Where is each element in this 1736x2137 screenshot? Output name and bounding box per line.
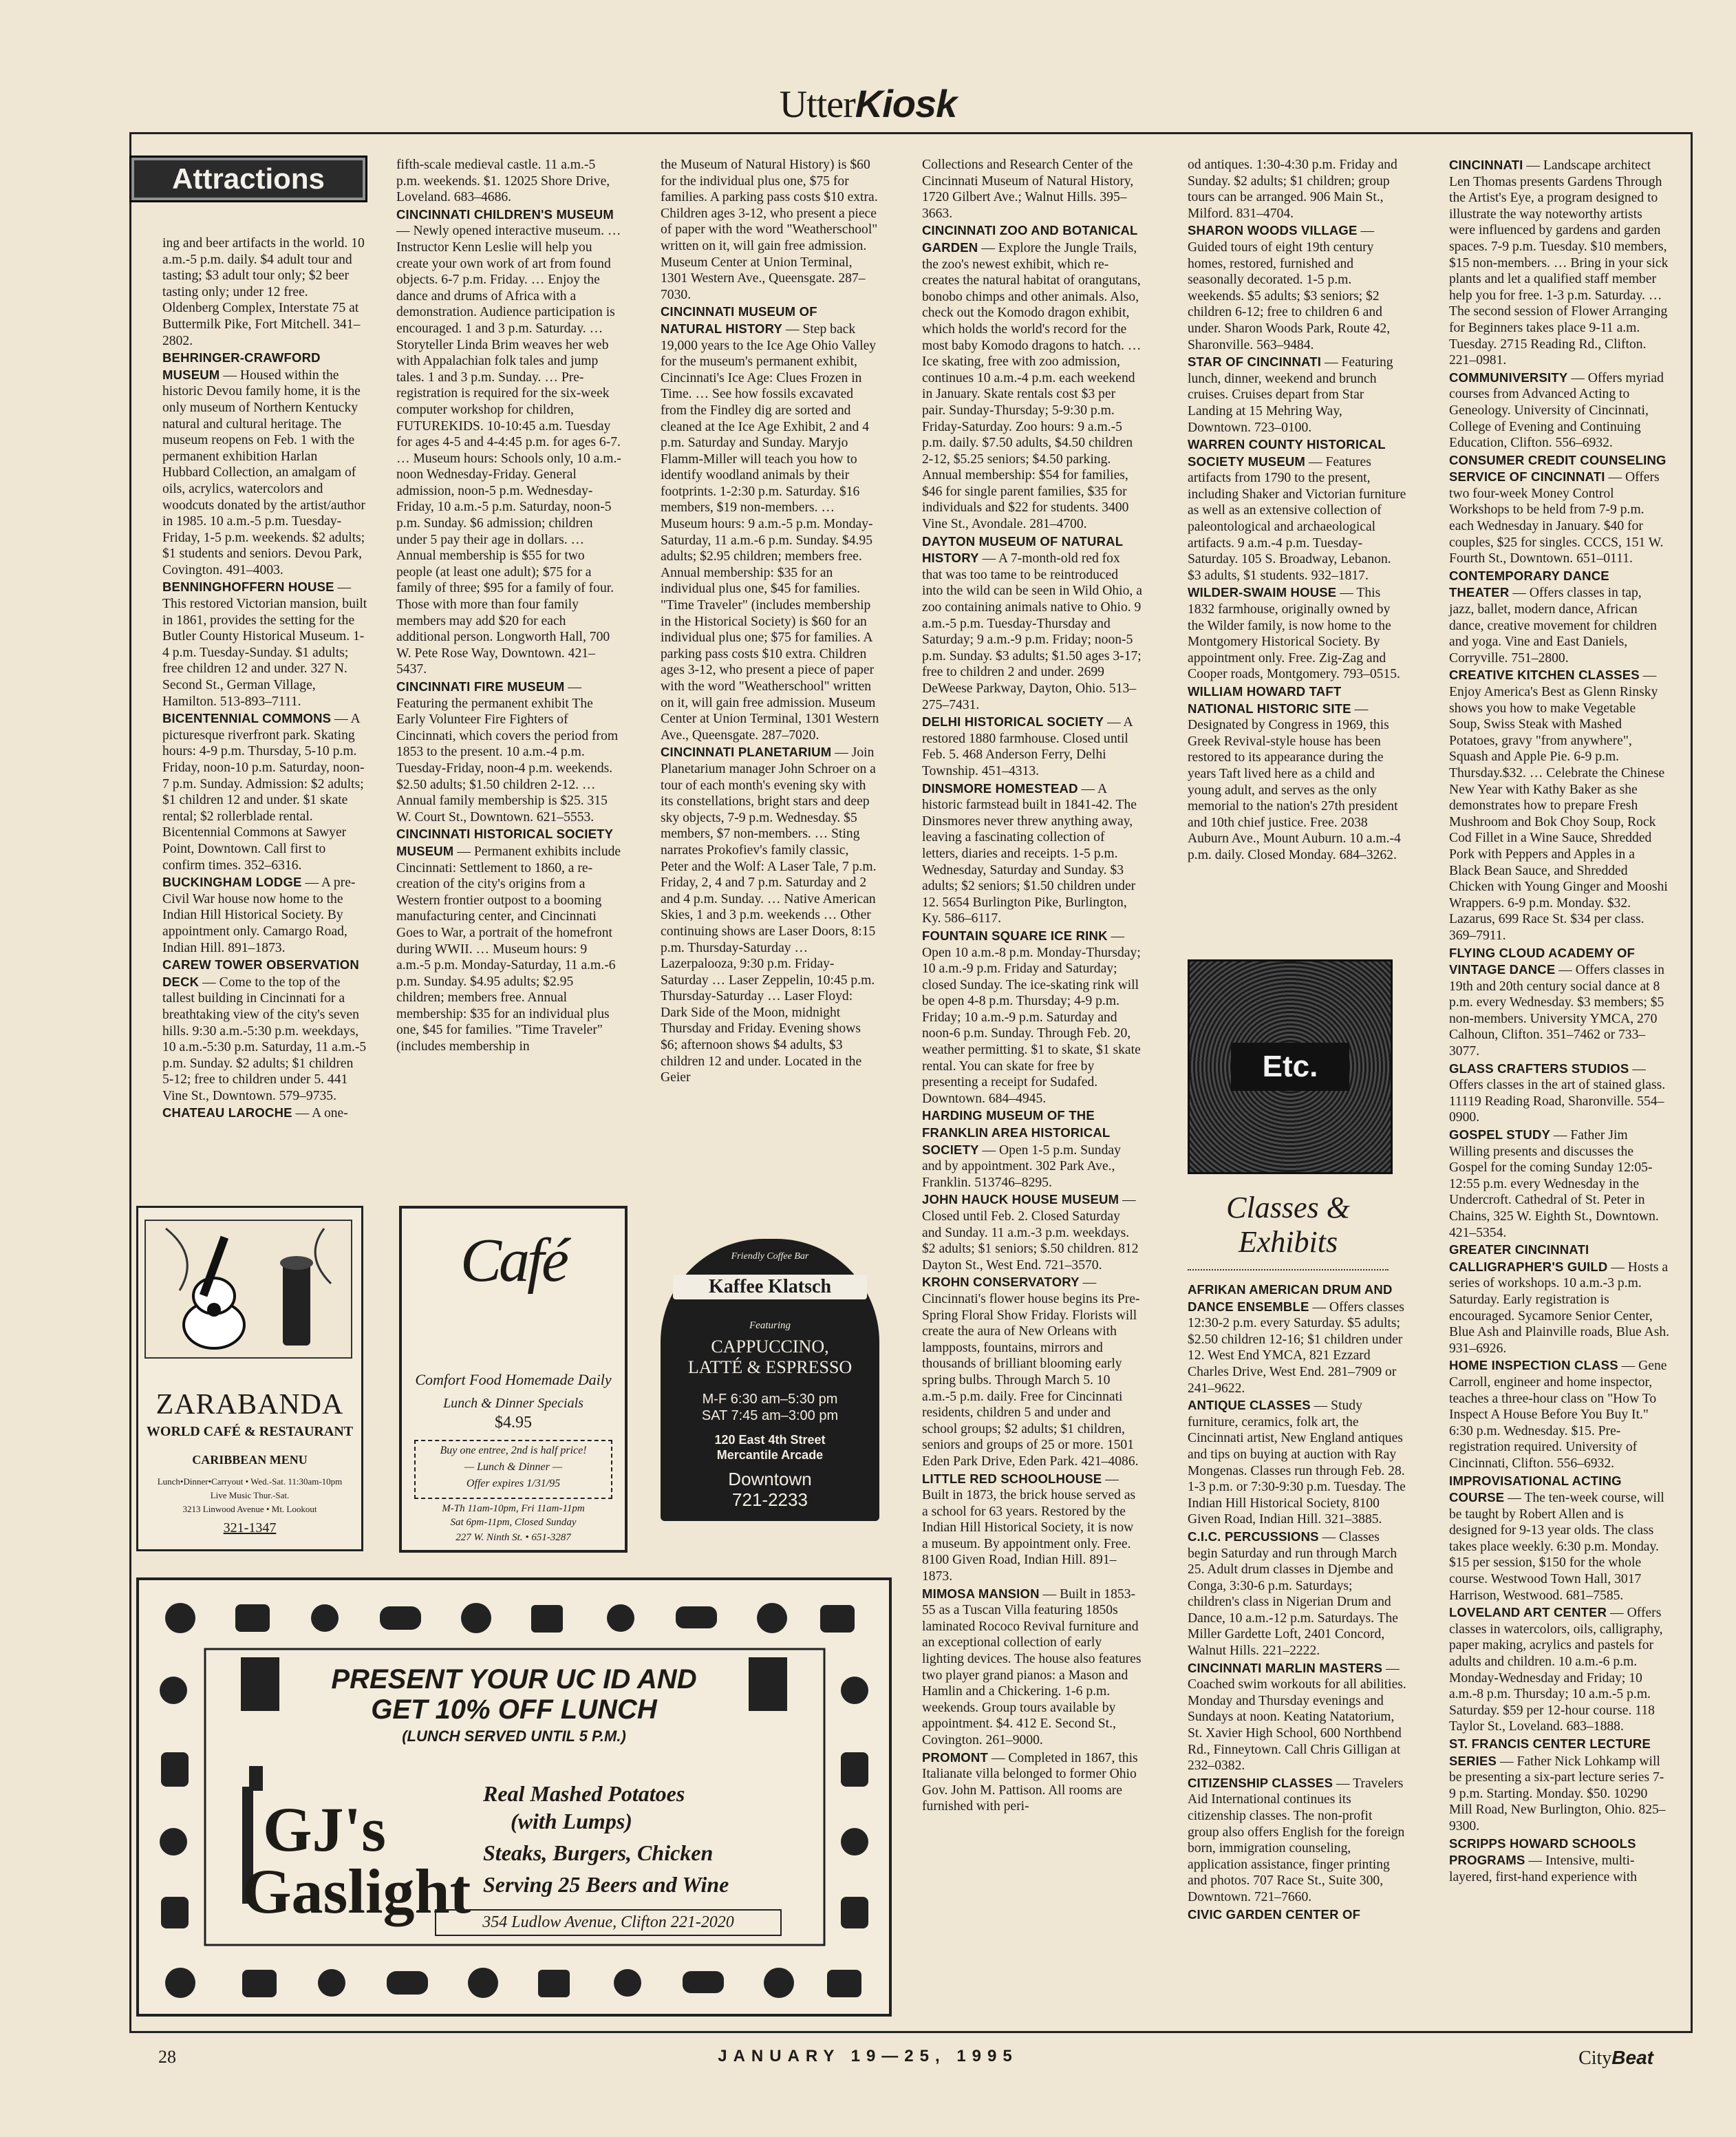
listing-entry: [1449, 1736, 1669, 1835]
listing-text: — Study furniture, ceramics, folk art, the Cincinnati artist, New England antiques and tips on buying at auction with Ray Mongenas. Classes run through Feb. 28. 1-3 p.m. or 7:30-9:30 p.m. Tuesday. The Indian Hill Historical Society, 8100 Given Road, Indian Hill. 321–3885.: [1188, 1399, 1406, 1527]
gj-item-2: (with Lumps): [511, 1809, 632, 1833]
cafe-ad: [399, 1206, 628, 1553]
listing-text: ing and beer artifacts in the world. 10 a.m.-5 p.m. daily. $4 adult tour and tasting; $3 adult tour only; $2 beer tasting only; under 12 free. Oldenberg Complex, Interstate 75 at Buttermilk Pike, Fort Mitchell. 341–2802.: [162, 236, 365, 348]
column-6: [1449, 157, 1669, 1886]
listing-entry: [922, 780, 1142, 927]
listing-entry: [162, 874, 367, 956]
listing-entry: [1188, 1906, 1406, 1924]
listing-title: FLYING CLOUD ACADEMY OF VINTAGE DANCE: [1449, 945, 1636, 977]
listing-entry: [922, 1586, 1142, 1749]
listing-text: — Guided tours of eight 19th century homes, restored, furnished and seasonally decorated. 1-5 p.m. weekends. $5 adults; $3 seniors; $2 children 6-12; free to children 6 and under. Sharon Woods Park, Route 42, Sharonville. 563–9484.: [1188, 224, 1391, 352]
column-3: [661, 157, 879, 1087]
kaffee-hours-1: M-F 6:30 am–5:30 pm: [702, 1392, 838, 1407]
listing-text: — Designated by Congress in 1969, this Greek Revival-style house has been restored to its appearance during the years Taft lived here as a child and young adult, and serves as the only memorial to the nation's 27th president and 10th chief justice. Free. 2038 Auburn Ave., Mount Auburn. 10 a.m.-4 p.m. daily. Closed Monday. 684–3262.: [1188, 701, 1401, 862]
listing-text: — Travelers Aid International continues its citizenship classes. The non-profit group also offers English for the foreign born, immigration counseling, application assistance, finger printing and photos. 707 Race St., Suite 300, Downtown. 721–7660.: [1188, 1776, 1405, 1904]
listing-title: CINCINNATI: [1449, 158, 1523, 172]
listing-title: BUCKINGHAM LODGE: [162, 875, 302, 890]
listing-title: CINCINNATI MARLIN MASTERS: [1188, 1660, 1383, 1675]
listing-text: — Built in 1873, the brick house served as a school for 63 years. Restored by the Indian Hill Historical Society, it is now a museum. By appointment only. Free. 8100 Given Road, Indian Hill. 891–1873.: [922, 1471, 1136, 1584]
listing-entry: [1449, 1604, 1669, 1735]
listing-text: — Open 10 a.m.-8 p.m. Monday-Thursday; 10 a.m.-9 p.m. Friday and Saturday; closed Sunday. The ice-skating rink will be open 4-8 p.m. Thursday; 4-9 p.m. Friday; 10 a.m.-9 p.m. Saturday and noon-6 p.m. Sunday. Through Feb. 20, weather permitting. $1 to skate, $1 skate rental. You can skate for free by presenting a receipt for Sudafed. Downtown. 684–4945.: [922, 928, 1141, 1106]
listing-entry: [922, 157, 1142, 222]
attractions-heading: Attractions: [129, 156, 367, 202]
zarabanda-name: ZARABANDA: [156, 1389, 344, 1421]
listing-title: WILLIAM HOWARD TAFT NATIONAL HISTORIC SITE: [1188, 684, 1351, 716]
kaffee-arc-text: Friendly Coffee Bar: [731, 1251, 809, 1262]
cafe-logo: Café: [460, 1226, 566, 1295]
listing-text: — A picturesque riverfront park. Skating hours: 4-9 p.m. Thursday, 5-10 p.m. Friday, noon-10 p.m. Saturday, noon-7 p.m. Sunday. Admission: $2 adults; $1 children 12 and under. $1 skate rental; $2 rollerblade rental. Bicentennial Commons at Sawyer Point, Downtown. Call first to confirm times. 352–6316.: [162, 712, 365, 873]
listing-text: — Hosts a series of workshops. 10 a.m.-3 p.m. Saturday. Early registration is encouraged. Sycamore Senior Center, Blue Ash and Plainville roads, Blue Ash. 931–6926.: [1449, 1259, 1670, 1356]
listing-entry: [1188, 222, 1406, 353]
listing-text: — Built in 1853-55 as a Tuscan Villa featuring 1850s laminated Rococo Revival furniture and an exceptional collection of early lighting devices. The house also features two player grand pianos: a Mason and Hamlin and a Chickering. 1-6 p.m. weekends. Group tours available by appointment. $4. 412 E. Second St., Covington. 261–9000.: [922, 1586, 1142, 1747]
listing-text: — Offers classes in watercolors, oils, calligraphy, paper making, acrylics and pastels for adults and children. 10 a.m.-6 p.m. Monday-Wednesday and Friday; 10 a.m.-8 p.m. Thursday; 10 a.m.-5 p.m. Saturday. $59 per 12-hour course. 118 Taylor St., Loveland. 683–1888.: [1449, 1606, 1663, 1734]
listing-title: GOSPEL STUDY: [1449, 1127, 1551, 1142]
zarabanda-menu: CARIBBEAN MENU: [192, 1453, 308, 1467]
listing-entry: [1449, 1357, 1669, 1471]
kaffee-line-2: LATTÉ & ESPRESSO: [687, 1357, 853, 1377]
listing-title: CINCINNATI FIRE MUSEUM: [396, 679, 565, 694]
listing-text: — Join Planetarium manager John Schroer on a tour of each month's evening sky with its constellations, bright stars and deep sky objects, 7-9 p.m. Wednesday. $5 members, $7 non-members. … Sting narrates Prokofiev's family classic, Peter and the Wolf: A Laser Tale, 7 p.m. Friday, 2, 4 and 7 p.m. Saturday and 2 and 4 p.m. Sunday. … Native American Skies, 1 and 3 p.m. weekends … Other continuing shows are Laser Doors, 8:15 p.m. Thursday-Saturday … Lazerpalooza, 9:30 p.m. Friday-Saturday … Laser Zeppelin, 10:45 p.m. Thursday-Saturday … Laser Floyd: Dark Side of the Moon, midnight Thursday and Friday. Evening shows $6; afternoon shows $4 adults, $3 children 12 and under. Located in the Geier: [661, 745, 877, 1085]
zarabanda-phone: 321-1347: [223, 1520, 277, 1535]
listing-title: GREATER CINCINNATI CALLIGRAPHER'S GUILD: [1449, 1242, 1608, 1274]
kaffee-phone: 721-2233: [732, 1489, 808, 1510]
listing-entry: [922, 1471, 1142, 1585]
listing-entry: [1188, 1529, 1406, 1659]
zarabanda-music: Live Music Thur.-Sat.: [210, 1490, 290, 1500]
listing-text: — Gene Carroll, engineer and home inspector, teaches a three-hour class on "How To Inspect A House Before You Buy It." 6:30 p.m. Wednesday. $15. Pre-registration required. University of Cincinnati, Clifton. 556–6932.: [1449, 1359, 1667, 1471]
listing-title: PROMONT: [922, 1750, 988, 1765]
listing-entry: [922, 1750, 1142, 1815]
listing-entry: [922, 1107, 1142, 1191]
listing-entry: [1188, 157, 1406, 222]
listing-title: DAYTON MUSEUM OF NATURAL HISTORY: [922, 533, 1123, 566]
listing-entry: [1188, 1660, 1406, 1774]
listing-title: CHATEAU LAROCHE: [162, 1105, 292, 1120]
listing-text: — Father Nick Lohkamp will be presenting a six-part lecture series 7-9 p.m. Starting. Monday. $50. 10290 Mill Road, New Burlington, Ohio. 825–9300.: [1449, 1754, 1666, 1833]
listing-title: BEHRINGER-CRAWFORD MUSEUM: [162, 350, 321, 382]
listing-title: LOVELAND ART CENTER: [1449, 1605, 1607, 1620]
cafe-coupon: [414, 1440, 612, 1499]
gj-item-3: Steaks, Burgers, Chicken: [483, 1840, 714, 1865]
listing-title: CINCINNATI MUSEUM OF NATURAL HISTORY: [661, 304, 817, 336]
kaffee-line-1: CAPPUCCINO,: [711, 1337, 829, 1357]
gj-logo-2: Gaslight: [242, 1856, 471, 1926]
listing-entry: [162, 710, 367, 873]
kaffee-location-2: Mercantile Arcade: [716, 1448, 824, 1462]
listing-entry: [396, 206, 622, 678]
column-4: [922, 157, 1142, 1816]
listing-text: — Explore the Jungle Trails, the zoo's newest exhibit, which re-creates the natural habitat of orangutans, bonobo chimps and other animals. Also, check out the Komodo dragon exhibit, which holds the world's record for the most baby Komodo dragons to hatch. … Ice skating, free with zoo admission, continues 10 a.m.-4 p.m. each weekend in January. Skate rentals cost $3 per pair. Sunday-Thursday; 5-9:30 p.m. Friday-Saturday. Zoo hours: 9 a.m.-5 p.m. daily. $7.50 adults, $4.50 children 2-12, $5.25 seniors; $4.50 parking. Annual membership: $54 for families, $46 for single parent families, $35 for individuals and $22 for students. 3400 Vine St., Avondale. 281–4700.: [922, 240, 1142, 532]
listing-title: HARDING MUSEUM OF THE FRANKLIN AREA HISTORICAL SOCIETY: [922, 1108, 1111, 1157]
listing-title: DELHI HISTORICAL SOCIETY: [922, 714, 1104, 730]
zarabanda-hours: Lunch•Dinner•Carryout • Wed.-Sat. 11:30am-10pm: [157, 1476, 343, 1487]
listing-entry: [1449, 1127, 1669, 1241]
column-5-classes: [1188, 1282, 1406, 1924]
listing-text: — Offers classes in the art of stained glass. 11119 Reading Road, Sharonville. 554–0900.: [1449, 1061, 1666, 1125]
kaffee-featuring: Featuring: [749, 1320, 791, 1331]
cafe-price: $4.95: [495, 1414, 532, 1432]
masthead: UtterKiosk: [779, 82, 957, 126]
column-5: [1188, 157, 1406, 864]
listing-title: STAR OF CINCINNATI: [1188, 354, 1322, 370]
listing-text: — Featuring lunch, dinner, weekend and brunch cruises. Cruises depart from Star Landing at 15 Mehring Way, Downtown. 723–0100.: [1188, 355, 1393, 435]
zarabanda-ad: [136, 1206, 363, 1551]
gj-gaslight-ad: [136, 1577, 892, 2017]
listing-title: COMMUNIVERSITY: [1449, 370, 1568, 385]
listing-title: SHARON WOODS VILLAGE: [1188, 223, 1358, 238]
listing-text: — Offers classes in tap, jazz, ballet, modern dance, African dance, creative movement for children and yoga. Vine and East Daniels, Corryville. 751–2800.: [1449, 586, 1657, 666]
listing-text: — Open 1-5 p.m. Sunday and by appointment. 302 Park Ave., Franklin. 513746–8295.: [922, 1142, 1121, 1190]
gj-headline-1: PRESENT YOUR UC ID AND: [331, 1664, 697, 1694]
listing-text: — Featuring the permanent exhibit The Early Volunteer Fire Fighters of Cincinnati, which covers the period from 1853 to the present. 10 a.m.-4 p.m. Tuesday-Friday, noon-4 p.m. weekends. $2.50 adults; $1.50 children 2-12. … Annual family membership is $25. 315 W. Court St., Downtown. 621–5553.: [396, 680, 619, 825]
listing-title: FOUNTAIN SQUARE ICE RINK: [922, 928, 1108, 943]
classes-exhibits-heading: Classes & Exhibits: [1188, 1191, 1389, 1270]
listing-text: — A pre-Civil War house now home to the Indian Hill Historical Society. By appointment only. Camargo Road, Indian Hill. 891–1873.: [162, 875, 356, 955]
listing-text: — Enjoy America's Best as Glenn Rinsky shows you how to make Vegetable Soup, Swiss Steak with Mashed Potatoes, gravy "from anywhere", Squash and Apple Pie. 6-9 p.m. Thursday.$32. … Celebrate the Chinese New Year with Kathy Baker as she demonstrates how to prepare Fresh Mushroom and Bok Choy Soup, Rock Cod Fillet in a Wine Sauce, Shredded Pork with Peppers and Apples in a Black Bean Sauce, and Shredded Chicken with Young Ginger and Mooshi Wrappers. 6-9 p.m. Monday. $32. Lazarus, 699 Race St. $34 per class. 369–7911.: [1449, 668, 1668, 943]
listing-entry: [1449, 452, 1669, 567]
listing-title: ANTIQUE CLASSES: [1188, 1398, 1311, 1413]
cafe-address: 227 W. Ninth St. • 651-3287: [456, 1532, 571, 1543]
listing-entry: [162, 235, 367, 349]
listing-title: CITIZENSHIP CLASSES: [1188, 1775, 1333, 1790]
listing-entry: [1188, 1775, 1406, 1906]
listing-title: WILDER-SWAIM HOUSE: [1188, 585, 1337, 600]
listing-text: — A one-: [292, 1106, 348, 1121]
listing-text: — Offers myriad courses from Advanced Acting to Geneology. University of Cincinnati, College of Evening and Continuing Education, Clifton. 556–6932.: [1449, 370, 1664, 451]
listing-entry: [1449, 568, 1669, 667]
listing-title: CINCINNATI PLANETARIUM: [661, 745, 832, 760]
listing-title: CINCINNATI CHILDREN'S MUSEUM: [396, 206, 614, 222]
listing-text: — A restored 1880 farmhouse. Closed until Feb. 5. 468 Anderson Ferry, Delhi Township. 451–4313.: [922, 715, 1133, 778]
listing-text: — Father Jim Willing presents and discusses the Gospel for the coming Sunday 12:05-12:55 p.m. every Wednesday in the Undercroft. Cathedral of St. Peter in Chains, 325 W. Eighth St., Downtown. 421–5354.: [1449, 1128, 1659, 1240]
listing-entry: [922, 1274, 1142, 1469]
listing-text: — Classes begin Saturday and run through March 25. Adult drum classes in Djembe and Conga, 3:30-6 p.m. Saturdays; children's class in Nigerian Drum and Dance, 10 a.m.-12 p.m. Saturdays. The Miller Gardette Loft, 2401 Concord, Walnut Hills. 221–2222.: [1188, 1529, 1398, 1659]
listing-entry: [922, 714, 1142, 779]
listing-text: — This 1832 farmhouse, originally owned by the Wilder family, is now home to the Montgomery Historical Society. By appointment only. Free. Zig-Zag and Cooper roads, Montgomery. 793–0515.: [1188, 586, 1400, 682]
listing-text: — A historic farmstead built in 1841-42. The Dinsmores never threw anything away, leaving a fascinating collection of letters, diaries and receipts. 1-5 p.m. Wednesday, Saturday and Sunday. $3 adults; $2 seniors; $1.50 children under 12. 5654 Burlington Pike, Burlington, Ky. 586–6117.: [922, 781, 1137, 926]
gj-logo-1: GJ's: [263, 1794, 386, 1864]
listing-entry: [1449, 1061, 1669, 1126]
listing-text: the Museum of Natural History) is $60 for the individual plus one, $75 for families. A parking pass costs $10 extra. Children ages 3-12, who present a piece of paper with the word "Weatherschool" written on it, will gain free admission. Museum Center at Union Terminal, 1301 Western Ave., Queensgate. 287–7030.: [661, 158, 878, 302]
listing-title: AFRIKAN AMERICAN DRUM AND DANCE ENSEMBLE: [1188, 1282, 1393, 1314]
listing-title: CONSUMER CREDIT COUNSELING SERVICE OF CINCINNATI: [1449, 452, 1667, 485]
guitar-illustration-icon: [138, 1215, 361, 1373]
listing-text: — Cincinnati's flower house begins its Pre-Spring Floral Show Friday. Florists will create the aura of New Orleans with lampposts, fountains, mirrors and thousands of brilliant blooming early spring bulbs. Through March 5. 10 a.m.-5 p.m. daily. Free for Cincinnati residents, children 5 and under and school groups; $2 adults; $1 children, seniors and groups of 25 or more. 1501 Eden Park Drive, Eden Park. 421–4086.: [922, 1275, 1140, 1469]
listing-text: — Housed within the historic Devou family home, it is the only museum of Northern Kentucky natural and cultural heritage. The museum reopens on Feb. 1 with the permanent exhibition Harlan Hubbard Collection, an amalgam of oils, acrylics, watercolors and woodcuts donated by the artist/author in 1985. 10 a.m.-5 p.m. Tuesday-Friday, 1-5 p.m. weekends. $2 adults; $1 students and seniors. Devou Park, Covington. 491–4003.: [162, 368, 365, 577]
gj-headline-3: (LUNCH SERVED UNTIL 5 P.M.): [402, 1727, 626, 1745]
cafe-hours-1: M-Th 11am-10pm, Fri 11am-11pm: [442, 1503, 585, 1514]
listing-entry: [162, 350, 367, 578]
listing-title: CAREW TOWER OBSERVATION DECK: [162, 957, 359, 989]
gj-address: 354 Ludlow Avenue, Clifton 221-2020: [435, 1909, 782, 1936]
listing-title: LITTLE RED SCHOOLHOUSE: [922, 1471, 1102, 1486]
listing-title: KROHN CONSERVATORY: [922, 1275, 1080, 1290]
listing-entry: [922, 533, 1142, 714]
listing-entry: [922, 222, 1142, 532]
listing-text: — Landscape architect Len Thomas presents Gardens Through the Artist's Eye, a program designed to illustrate the way noteworthy artists were influenced by gardens and garden spaces. 7-9 p.m. Tuesday. $10 members, $15 non-members. … Bring in your sick plants and let a qualified staff member help you for free. 1-3 p.m. Saturday. … The second session of Flower Arranging for Beginners takes place 9-11 a.m. Tuesday. 2715 Reading Rd., Clifton. 221–0981.: [1449, 158, 1669, 368]
listing-title: CONTEMPORARY DANCE THEATER: [1449, 568, 1609, 600]
listing-title: DINSMORE HOMESTEAD: [922, 780, 1078, 796]
listing-entry: [661, 304, 879, 743]
listing-entry: [1449, 1473, 1669, 1604]
listing-entry: [1188, 1282, 1406, 1396]
column-1: [162, 235, 367, 1123]
listing-entry: [396, 826, 622, 1054]
listing-entry: [1449, 945, 1669, 1060]
listing-title: CIVIC GARDEN CENTER OF: [1188, 1906, 1361, 1922]
listing-text: — Intensive, multi-layered, first-hand experience with: [1449, 1853, 1638, 1884]
cafe-coupon-meals: — Lunch & Dinner —: [464, 1461, 563, 1473]
listing-entry: [162, 579, 367, 710]
gj-headline-2: GET 10% OFF LUNCH: [371, 1694, 657, 1725]
listing-text: — A 7-month-old red fox that was too tame to be reintroduced into the wild can be seen in Wild Ohio, a zoo containing animals native to Ohio. 9 a.m.-5 p.m. Tuesday-Thursday and Saturday; 9 a.m.-9 p.m. Friday; noon-5 p.m. Sunday. $3 adults; $1.50 ages 3-17; free to children 2 and under. 2699 DeWeese Parkway, Dayton, Ohio. 513–275–7431.: [922, 551, 1142, 712]
listing-title: BICENTENNIAL COMMONS: [162, 711, 332, 726]
kaffee-town: Downtown: [728, 1469, 812, 1489]
listing-title: ST. FRANCIS CENTER LECTURE SERIES: [1449, 1736, 1651, 1768]
listing-entry: [661, 157, 879, 303]
listing-title: HOME INSPECTION CLASS: [1449, 1358, 1618, 1373]
listing-text: — Closed until Feb. 2. Closed Saturday and Sunday. 11 a.m.-3 p.m. weekdays. $2 adults; $1 seniors; $.50 children. 812 Dayton St., West End. 721–3570.: [922, 1193, 1139, 1273]
gj-item-1: Real Mashed Potatoes: [483, 1781, 685, 1806]
listing-entry: [1188, 584, 1406, 683]
listing-entry: [396, 679, 622, 825]
page-number: 28: [158, 2047, 176, 2067]
listing-text: — Permanent exhibits include Cincinnati: Settlement to 1860, a re-creation of the city's origins from a Western frontier outpost to a booming manufacturing center, and Cincinnati Goes to War, a portrait of the homefront during WWII. … Museum hours: 9 a.m.-5 p.m. Monday-Saturday, 11 a.m.-6 p.m. Sunday. $4.95 adults; $2.95 children; members free. Annual membership: $35 for an individual plus one, $45 for families. "Time Traveler" (includes membership in: [396, 844, 621, 1054]
listing-entry: [922, 1191, 1142, 1273]
listing-text: — This restored Victorian mansion, built in 1861, provides the setting for the Butler County Historical Museum. 1-4 p.m. Tuesday-Sunday. $1 adults; free children 12 and under. 327 N. Second St., German Village, Hamilton. 513-893–7111.: [162, 580, 367, 709]
listing-text: — Completed in 1867, this Italianate villa belonged to former Ohio Gov. John M. Pattison. All rooms are furnished with peri-: [922, 1750, 1138, 1814]
kaffee-klatsch-ad: [661, 1239, 879, 1521]
listing-text: — Offers two four-week Money Control Workshops to be held from 7-9 p.m. each Wednesday in January. $40 for couples, $25 for singles. CCCS, 151 W. Fourth St., Downtown. 651–0111.: [1449, 470, 1664, 566]
listing-title: IMPROVISATIONAL ACTING COURSE: [1449, 1473, 1622, 1505]
listing-text: — Newly opened interactive museum. … Instructor Kenn Leslie will help you create your own work of art from found objects. 6-7 p.m. Friday. … Enjoy the dance and drums of Africa with a demonstration. Audience participation is encouraged. 1 and 3 p.m. Saturday. … Storyteller Linda Brim weaves her web with Appalachian folk tales and jump tales. 1 and 3 p.m. Sunday. … Pre-registration is required for the six-week computer workshop for children, FUTUREKIDS. 10-10:45 a.m. Tuesday for ages 4-5 and 4-4:45 p.m. for ages 6-7. … Museum hours: Schools only, 10 a.m.-noon Wednesday-Friday. General admission, noon-5 p.m. Wednesday-Friday, 10 a.m.-5 p.m. Saturday, noon-5 p.m. Sunday. $6 admission; children under 5 pay their age in dollars. … Annual membership is $55 for two people (at least one adult); $75 for a family of three; $95 for a family of four. Those with more than four family members may add $20 for each additional person. Longworth Hall, 700 W. Pete Rose Way, Downtown. 421–5437.: [396, 224, 621, 677]
listing-title: JOHN HAUCK HOUSE MUSEUM: [922, 1192, 1119, 1207]
listing-text: — Come to the top of the tallest building in Cincinnati for a breathtaking view of the city's seven hills. 9:30 a.m.-5:30 p.m. weekdays, 10 a.m.-5:30 p.m. Saturday, 11 a.m.-5 p.m. Sunday. $2 adults; $1 children 5-12; free to children under 5. 441 Vine St., Downtown. 579–9735.: [162, 975, 367, 1103]
kaffee-hours-2: SAT 7:45 am–3:00 pm: [701, 1408, 839, 1423]
listing-entry: [1449, 157, 1669, 369]
listing-entry: [1188, 683, 1406, 864]
kaffee-name: Kaffee Klatsch: [673, 1275, 867, 1299]
cafe-specials: Lunch & Dinner Specials: [443, 1396, 583, 1411]
column-2: [396, 157, 622, 1056]
listing-entry: [396, 157, 622, 206]
gj-item-4: Serving 25 Beers and Wine: [483, 1872, 729, 1897]
listing-title: MIMOSA MANSION: [922, 1586, 1040, 1601]
listing-title: GLASS CRAFTERS STUDIOS: [1449, 1061, 1629, 1076]
listing-text: — Step back 19,000 years to the Ice Age Ohio Valley for the museum's permanent exhibit, Cincinnati's Ice Age: Clues Frozen in Time. … See how fossils excavated from the Findley dig are sorted and cleaned at the Ice Age Exhibit, 2 and 4 p.m. Saturday and Sunday. Maryjo Flamm-Miller will teach you how to identify woodland animals by their footprints. 1-2:30 p.m. Saturday. $16 members, $19 non-members. … Museum hours: 9 a.m.-5 p.m. Monday-Saturday, 11 a.m.-6 p.m. Sunday. $4.95 adults; $2.95 children; members free. Annual membership: $35 for an individual plus one, $45 for families. "Time Traveler" (includes membership in the Historical Society) is $60 for an individual plus one; $75 for families. A parking pass costs $10 extra. Children ages 3-12, who present a piece of paper with the word "Weatherschool" written on it, will gain free admission. Museum Center at Union Terminal, 1301 Western Ave., Queensgate. 287–7020.: [661, 321, 879, 743]
listing-title: SCRIPPS HOWARD SCHOOLS PROGRAMS: [1449, 1836, 1636, 1868]
listing-entry: [162, 957, 367, 1104]
listing-entry: [1449, 1242, 1669, 1357]
zarabanda-subtitle: WORLD CAFÉ & RESTAURANT: [146, 1424, 354, 1439]
listing-title: CINCINNATI HISTORICAL SOCIETY MUSEUM: [396, 827, 613, 858]
cafe-coupon-expiry: Offer expires 1/31/95: [466, 1478, 561, 1489]
listing-entry: [1188, 354, 1406, 436]
listing-entry: [1449, 370, 1669, 451]
etc-section-header: Etc.: [1188, 959, 1393, 1174]
listing-text: Collections and Research Center of the Cincinnati Museum of Natural History, 1720 Gilbert Ave.; Walnut Hills. 395–3663.: [922, 158, 1134, 221]
cafe-coupon-offer: Buy one entree, 2nd is half price!: [440, 1445, 587, 1456]
kaffee-location-1: 120 East 4th Street: [714, 1433, 826, 1447]
citybeat-logo: CityBeat: [1578, 2047, 1653, 2069]
listing-title: BENNINGHOFFERN HOUSE: [162, 580, 334, 595]
issue-date: JANUARY 19—25, 1995: [718, 2047, 1018, 2065]
listing-entry: [1188, 1397, 1406, 1528]
zarabanda-address: 3213 Linwood Avenue • Mt. Lookout: [182, 1504, 317, 1514]
listing-entry: [922, 928, 1142, 1107]
listing-entry: [1449, 667, 1669, 944]
listing-text: — Coached swim workouts for all abilities. Monday and Thursday evenings and Sundays at noon. Keating Natatorium, St. Xavier High School, 600 Northbend Rd., Finneytown. Call Chris Gilligan at 232–0382.: [1188, 1661, 1406, 1774]
listing-title: C.I.C. PERCUSSIONS: [1188, 1529, 1319, 1544]
listing-text: — The ten-week course, will be taught by Robert Allen and is designed for 9-13 year olds. The class takes place weekly. 6:30 p.m. Monday. $15 per session, $150 for the whole course. Westwood Town Hall, 3017 Harrison, Westwood. 681–7585.: [1449, 1491, 1664, 1603]
cafe-tagline: Comfort Food Homemade Daily: [415, 1371, 612, 1388]
listing-text: — Features artifacts from 1790 to the present, including Shaker and Victorian furniture as well as an extensive collection of paleontological and archaeological artifacts. 9 a.m.-4 p.m. Tuesday-Saturday. 105 S. Broadway, Lebanon. $3 adults, $1 students. 932–1817.: [1188, 454, 1406, 583]
listing-entry: [1188, 436, 1406, 584]
listing-text: — Offers classes 12:30-2 p.m. every Saturday. $5 adults; $2.50 children 12-16; $1 children under 12. West End YMCA, 821 Ezzard Charles Drive, West End. 281–7909 or 241–9622.: [1188, 1299, 1404, 1396]
listing-title: WARREN COUNTY HISTORICAL SOCIETY MUSEUM: [1188, 437, 1386, 469]
listing-entry: [1449, 1836, 1669, 1886]
listing-entry: [661, 744, 879, 1085]
listing-text: — Offers classes in 19th and 20th century social dance at 8 p.m. every Wednesday. $3 members; $5 non-members. University YMCA, 270 Calhoun, Clifton. 351–7462 or 733–3077.: [1449, 963, 1664, 1059]
listing-title: CINCINNATI ZOO AND BOTANICAL GARDEN: [922, 223, 1138, 255]
cafe-hours-2: Sat 6pm-11pm, Closed Sunday: [450, 1517, 577, 1528]
listing-title: CREATIVE KITCHEN CLASSES: [1449, 668, 1640, 683]
listing-text: fifth-scale medieval castle. 11 a.m.-5 p.m. weekends. $1. 12025 Shore Drive, Loveland. 683–4686.: [396, 158, 610, 205]
listing-entry: [162, 1105, 367, 1122]
listing-text: od antiques. 1:30-4:30 p.m. Friday and Sunday. $2 adults; $1 children; group tours can be arranged. 906 Main St., Milford. 831–4704.: [1188, 158, 1397, 221]
